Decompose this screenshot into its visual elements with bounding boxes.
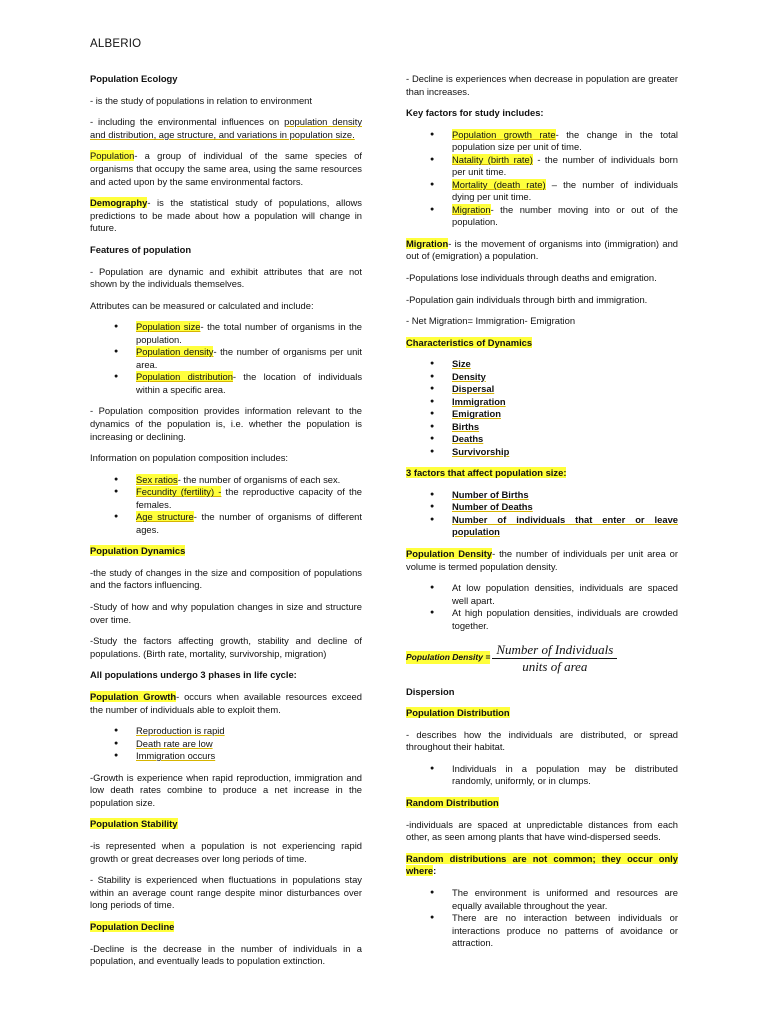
heading-random-distribution: Random Distribution xyxy=(406,797,499,809)
left-column xyxy=(90,73,362,977)
growth-list xyxy=(90,725,362,763)
definition-population: Population- a group of individual of the same species of organisms that occupy the same area, using the same resources and acted upon by the same environmental factors. xyxy=(90,150,362,187)
factors3-list xyxy=(406,489,678,539)
highlighted-term: Population xyxy=(90,150,135,162)
paragraph: - is the study of populations in relation to environment xyxy=(90,94,313,106)
paragraph: Attributes can be measured or calculated and include: xyxy=(90,299,314,311)
heading-population-stability: Population Stability xyxy=(90,818,178,830)
list-item: ● Immigration xyxy=(406,396,678,409)
list-item: ● Survivorship xyxy=(406,446,678,459)
density-equation xyxy=(406,642,678,674)
paragraph: - Population composition provides information relevant to the dynamics of the population is, i.e. whether the population is increasing or declining. xyxy=(90,405,362,442)
list-item: ● Population distribution- the location of individuals within a specific area. xyxy=(90,371,362,396)
equation-denominator: units of area xyxy=(522,658,588,674)
paragraph: - describes how the individuals are distributed, or spread throughout their habitat. xyxy=(406,728,678,753)
list-item: ● Dispersal xyxy=(406,383,678,396)
paragraph: - Decline is experiences when decrease in population are greater than increases. xyxy=(406,73,678,97)
list-item: ● Natality (birth rate) - the number of individuals born per unit time. xyxy=(406,154,678,179)
heading-dispersion: Dispersion xyxy=(406,685,455,697)
list-item: ● Migration- the number moving into or out of the population. xyxy=(406,204,678,229)
list-item: ● Size xyxy=(406,358,678,371)
heading-key-factors: Key factors for study includes: xyxy=(406,107,544,119)
list-item: ● Death rate are low xyxy=(90,738,362,751)
paragraph: -Growth is experience when rapid reproduction, immigration and low death rates combine to produce a net increase in the population size. xyxy=(90,771,362,808)
paragraph: -the study of changes in the size and composition of populations and the factors influencing. xyxy=(90,566,362,591)
author-header: ALBERIO xyxy=(90,38,142,50)
list-item: ● Individuals in a population may be distributed randomly, uniformly, or in clumps. xyxy=(406,763,678,788)
attributes-list xyxy=(90,321,362,396)
list-item: ● Number of individuals that enter or leave population xyxy=(406,514,678,539)
heading-population-decline: Population Decline xyxy=(90,920,175,932)
paragraph: - including the environmental influences on population density and distribution, age structure, and variations in population size. xyxy=(90,116,363,140)
definition-population-growth: Population Growth- occurs when available resources exceed the number of individuals able to exploit them. xyxy=(90,690,362,715)
definition-population-density: Population Density- the number of individuals per unit area or volume is termed population density. xyxy=(406,547,678,572)
paragraph: -Population gain individuals through birth and immigration. xyxy=(406,293,648,305)
list-item: ● Age structure- the number of organisms of different ages. xyxy=(90,511,362,536)
paragraph: -Study the factors affecting growth, stability and decline of populations. (Birth rate, mortality, survivorship, migration) xyxy=(90,635,362,659)
distribution-list xyxy=(406,763,678,788)
list-item: ● At low population densities, individuals are spaced well apart. xyxy=(406,582,678,607)
definition-demography: Demography- is the statistical study of populations, allows predictions to be made about how a population will change in future. xyxy=(90,197,362,234)
paragraph: -Decline is the decrease in the number of individuals in a population, and eventually leads to population extinction. xyxy=(90,942,362,967)
paragraph: - Net Migration= Immigration- Emigration xyxy=(406,315,576,327)
heading-random-not-common: Random distributions are not common; they occur only where: xyxy=(406,852,678,877)
list-item: ● Fecundity (fertility) - the reproductive capacity of the females. xyxy=(90,486,362,511)
paragraph: -is represented when a population is not experiencing rapid growth or great decreases over long periods of time. xyxy=(90,840,362,864)
underlined-text: population density and distribution, age structure, and variations in population size. xyxy=(90,116,363,140)
heading-population-distribution: Population Distribution xyxy=(406,707,510,719)
list-item: ● Number of Deaths xyxy=(406,501,678,514)
highlighted-term: Demography xyxy=(90,197,148,209)
equation-numerator: Number of Individuals xyxy=(492,642,617,659)
list-item: ● Sex ratios- the number of organisms of each sex. xyxy=(90,474,362,487)
list-item: ● At high population densities, individuals are crowded together. xyxy=(406,607,678,632)
list-item: ● Number of Births xyxy=(406,489,678,502)
right-column xyxy=(406,73,678,959)
definition-migration: Migration- is the movement of organisms into (immigration) and out of (emigration) a population. xyxy=(406,237,678,262)
section-title-population-ecology: Population Ecology xyxy=(90,73,178,84)
equation-label: Population Density = xyxy=(406,652,491,663)
paragraph: - Population are dynamic and exhibit attributes that are not shown by the individuals themselves. xyxy=(90,265,362,290)
list-item: ● Density xyxy=(406,371,678,384)
list-item: ● Births xyxy=(406,421,678,434)
paragraph: -individuals are spaced at unpredictable distances from each other, as seen among plants that have wind-dispersed seeds. xyxy=(406,818,678,843)
paragraph: Information on population composition includes: xyxy=(90,452,289,464)
characteristics-list xyxy=(406,358,678,458)
paragraph: -Study of how and why population changes in size and structure over time. xyxy=(90,600,362,625)
list-item: ● Population size- the total number of organisms in the population. xyxy=(90,321,362,346)
list-item: ● Deaths xyxy=(406,433,678,446)
heading-3-factors: 3 factors that affect population size: xyxy=(406,467,567,479)
heading-population-dynamics: Population Dynamics xyxy=(90,545,186,557)
heading-phases: All populations undergo 3 phases in life cycle: xyxy=(90,669,297,681)
list-item: ● Mortality (death rate) – the number of individuals dying per unit time. xyxy=(406,179,678,204)
list-item: ● Population growth rate- the change in the total population size per unit of time. xyxy=(406,129,678,154)
density-list xyxy=(406,582,678,632)
random-list xyxy=(406,887,678,950)
list-item: ● The environment is uniformed and resources are equally available throughout the year. xyxy=(406,887,678,912)
list-item: ● Emigration xyxy=(406,408,678,421)
equation-fraction xyxy=(492,642,617,674)
list-item: ● Reproduction is rapid xyxy=(90,725,362,738)
paragraph: - Stability is experienced when fluctuations in populations stay within an average count range despite minor disturbances over long periods of time. xyxy=(90,874,362,911)
list-item: ● There are no interaction between individuals or interactions produce no patterns of avoidance or attraction. xyxy=(406,912,678,950)
list-item: ● Population density- the number of organisms per unit area. xyxy=(90,346,362,371)
paragraph: -Populations lose individuals through deaths and emigration. xyxy=(406,271,657,283)
list-item: ● Immigration occurs xyxy=(90,750,362,763)
factors-list xyxy=(406,129,678,229)
heading-characteristics: Characteristics of Dynamics xyxy=(406,336,533,348)
heading-features: Features of population xyxy=(90,243,192,255)
composition-list xyxy=(90,474,362,537)
